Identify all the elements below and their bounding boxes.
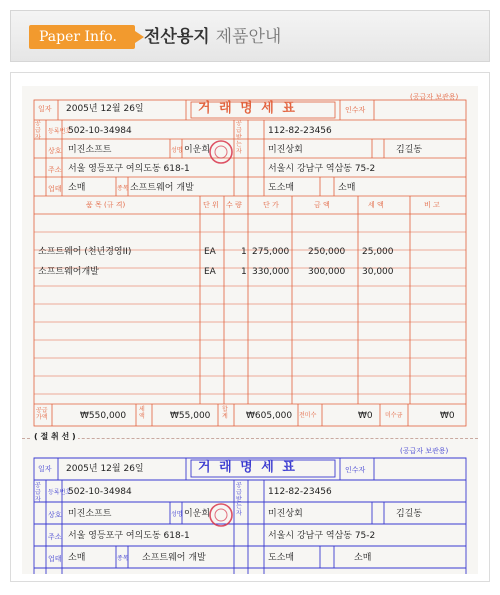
red-col-tax: 세 액 [368,201,384,209]
blue-buyer-item: 소매 [354,553,372,563]
red-prev-value: ₩0 [358,411,373,421]
blue-buyer-business: 도소매 [268,553,295,563]
blue-supplier-business: 소매 [68,553,86,563]
red-row2-tax: 30,000 [362,267,394,277]
red-row1-item: 소프트웨어 (천년경영II) [38,247,132,257]
page-title [144,25,281,49]
red-row2-qty: 1 [241,267,247,277]
red-unpaid-value: ₩0 [440,411,455,421]
blue-address-label: 주소 [48,533,62,541]
red-unpaid-label: 미수금 [385,412,403,419]
red-form-grid [22,86,478,436]
red-supply-label: 공급가액 [36,407,48,421]
cut-line-label: ( 절 취 선 ) [34,432,76,441]
red-supplier-label: 공급자 [35,120,41,141]
blue-receiver-label: 인수자 [345,466,366,474]
red-grand-total: ₩605,000 [246,411,293,421]
red-row2-amount: 300,000 [308,267,346,277]
red-buyer-reg: 112-82-23456 [268,126,332,136]
red-col-unit: 단 위 [203,201,219,209]
red-seal-icon [210,141,232,163]
blue-reg-label: 등록번호 [48,489,72,496]
blue-buyer-name: 김길동 [396,509,423,519]
red-supplier-reg: 502-10-34984 [68,126,132,136]
blue-copy-label: (공급자 보관용) [400,447,449,455]
blue-buyer-address: 서울시 강남구 역삼동 75-2 [268,531,376,541]
blue-supplier-company: 미진소프트 [68,509,112,519]
red-buyer-business: 도소매 [268,183,295,193]
red-buyer-name: 김길동 [396,145,423,155]
red-form-title: 거 래 명 세 표 [198,101,297,116]
blue-date-value: 2005년 12월 26일 [66,464,144,474]
red-total-label: 합계 [222,406,228,420]
page-title-sub: 제품안내 [215,27,282,47]
red-buyer-item: 소매 [338,183,356,193]
red-tax-total: ₩55,000 [170,411,211,421]
red-supply-total: ₩550,000 [80,411,127,421]
blue-supplier-label: 공급자 [35,482,41,503]
red-name-label: 성명 [171,147,183,154]
red-row1-amount: 250,000 [308,247,346,257]
red-date-value: 2005년 12월 26일 [66,104,144,114]
blue-item-label: 종목 [117,555,129,562]
cut-line [22,438,478,439]
red-prev-label: 전미수 [299,412,317,419]
red-row2-item: 소프트웨어개발 [38,267,99,277]
red-row1-unit: EA [204,247,216,257]
red-buyer-company: 미진상회 [268,145,303,155]
red-copy-label: (공급자 보관용) [410,93,459,101]
paper-info-badge: Paper Info. [29,25,135,49]
red-supplier-business: 소매 [68,183,86,193]
blue-buyer-reg: 112-82-23456 [268,487,332,497]
page-title-main: 전산용지 [144,27,210,47]
blue-supplier-item: 소프트웨어 개발 [142,553,206,563]
red-col-amount: 금 액 [314,201,330,209]
blue-company-label: 상호 [48,511,62,519]
red-col-price: 단 가 [263,201,279,209]
blue-buyer-company: 미진상회 [268,509,303,519]
red-row1-price: 275,000 [252,247,290,257]
blue-business-label: 업태 [48,555,62,563]
red-address-label: 주소 [48,166,62,174]
blue-supplier-address: 서울 영등포구 여의도동 618-1 [68,531,190,541]
red-supplier-company: 미진소프트 [68,145,112,155]
blue-supplier-name: 이운희 [184,509,211,519]
red-tax-label: 세액 [139,406,145,420]
red-supplier-name: 이운희 [184,145,211,155]
red-company-label: 상호 [48,147,62,155]
red-row2-unit: EA [204,267,216,277]
red-row1-qty: 1 [241,247,247,257]
blue-supplier-reg: 502-10-34984 [68,487,132,497]
page-header [10,10,490,62]
red-buyer-label: 공급받는자 [236,120,242,155]
blue-date-label: 일자 [38,465,52,473]
red-business-label: 업태 [48,185,62,193]
blue-form-title: 거 래 명 세 표 [198,460,297,475]
red-reg-label: 등록번호 [48,128,72,135]
red-item-label: 종목 [117,185,129,192]
red-receiver-label: 인수자 [345,106,366,114]
red-col-qty: 수 량 [226,201,242,209]
red-date-label: 일자 [38,105,52,113]
red-col-item: 품 목 (규 격) [86,201,126,209]
red-col-note: 비 고 [424,201,440,209]
red-buyer-address: 서울시 강남구 역삼동 75-2 [268,164,376,174]
red-supplier-address: 서울 영등포구 여의도동 618-1 [68,164,190,174]
red-row1-tax: 25,000 [362,247,394,257]
blue-buyer-label: 공급받는자 [236,482,242,517]
blue-name-label: 성명 [171,511,183,518]
red-supplier-item: 소프트웨어 개발 [130,183,194,193]
red-row2-price: 330,000 [252,267,290,277]
blue-seal-icon [210,504,232,526]
